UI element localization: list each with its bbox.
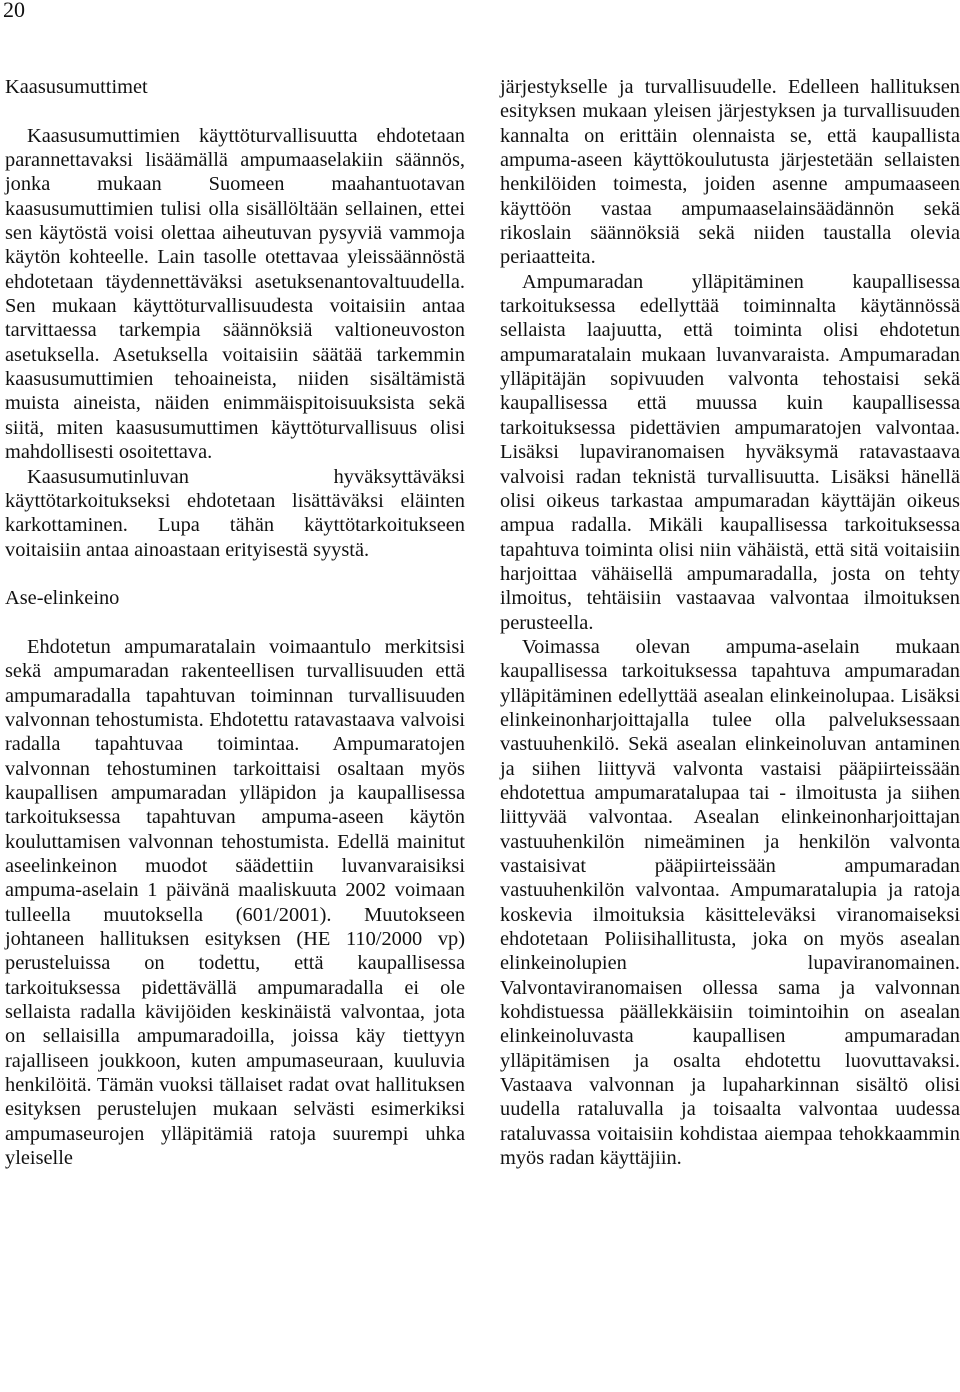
paragraph: Ampumaradan ylläpitäminen kaupallisessa tarkoituksessa edellyttää toiminnalta käytännössä sellaista laajuutta, että toiminta olisi ehdotetun ampumaratalain mukaan luvanvaraista. Ampumaradan ylläpitäjän sopivuuden valvonta tehostaisi sekä kaupallisessa että muussa kuin kaupallisessa tarkoituksessa pidettävien ampumaratojen valvontaa. Lisäksi lupaviranomaisen hyväksymä ratavastaava valvoisi radan teknistä turvallisuutta. Lisäksi hänellä olisi oikeus tarkastaa ampumaradan käyttäjän oikeus ampua radalla. Mikäli kaupallisessa tarkoituksessa tapahtuva toiminta olisi niin vähäistä, että sitä voitaisiin harjoittaa vähäisellä ampumaradalla, josta on tehty ilmoitus, tehtäisiin vastaavaa valvontaa ilmoituksen perusteella. [500,270,960,634]
paragraph: Kaasusumutinluvan hyväksyttäväksi käyttötarkoitukseksi ehdotetaan lisättäväksi eläinten karkottaminen. Lupa tähän käyttötarkoitukseen voitaisiin antaa ainoastaan erityisestä syystä. [5,465,465,561]
section-heading-ase-elinkeino: Ase-elinkeino [5,587,120,610]
left-column [5,75,465,1170]
paragraph: Voimassa olevan ampuma-aselain mukaan kaupallisessa tarkoituksessa tapahtuva ampumaradan ylläpitäminen edellyttää asealan elinkeinolupaa. Lisäksi elinkeinonharjoittajalla tulee olla palveluksessaan vastuuhenkilö. Sekä asealan elinkeinoluvan antaminen ja siihen liittyvä valvonta vastaisi pääpiirteissään ehdotettua ampumaratalupaa tai - ilmoitusta ja siihen liittyvää valvontaa. Asealan elinkeinonharjoittajan vastuuhenkilön nimeäminen ja henkilön valvonta vastaisivat pääpiirteissään ampumaradan vastuuhenkilön valvontaa. Ampumaratalupia ja ratoja koskevia ilmoituksia käsitteleväksi viranomaiseksi ehdotetaan Poliisihallitusta, joka on myös asealan elinkeinolupien lupaviranomainen. Valvontaviranomaisen ollessa sama ja valvonnan kohdistuessa päällekkäisiin toimintoihin on asealan elinkeinoluvasta kaupallisen ampumaradan ylläpitämisen ja osalta ehdotettu luovuttavaksi. Vastaava valvonnan ja lupaharkinnan sisältö olisi uudella rataluvalla ja toisaalta valvontaa uudessa rataluvassa voitaisiin kohdistaa aiempaa tehokkaammin myös radan käyttäjiin. [500,635,960,1170]
section-heading-kaasusumuttimet: Kaasusumuttimet [5,76,148,98]
paragraph: Kaasusumuttimien käyttöturvallisuutta ehdotetaan parannettavaksi lisäämällä ampumaaselakiin säännös, jonka mukaan Suomeen maahantuotavan kaasusumuttimien tulisi olla sisällöltään sellainen, ettei sen käytöstä voisi olettaa aiheutuvan pysyviä vammoja käytön kohteelle. Lain tasolle otettavaa yleissäännöstä ehdotetaan täydennettäväksi asetuksenantovaltuudella. Sen mukaan käyttöturvallisuudesta voitaisiin antaa tarvittaessa tarkempia säännöksiä valtioneuvoston asetuksella. Asetuksella voitaisiin säätää tarkemmin kaasusumuttimien tehoaineista, niiden sisältämistä muista aineista, näiden enimmäispitoisuuksista sekä siitä, miten kaasusumuttimen käyttöturvallisuus olisi mahdollisesti osoitettava. [5,124,465,464]
right-column [500,75,960,1170]
paragraph-continuation: järjestykselle ja turvallisuudelle. Edelleen hallituksen esityksen mukaan yleisen järjestyksen ja turvallisuuden kannalta on erittäin olennaista se, että kaupallista ampuma-aseen käyttökoulutusta järjestetään sellaisten henkilöiden toimesta, joiden asenne ampumaaseen käyttöön vastaa ampumaaselainsäädännön sekä rikoslain säännöksiä sekä niiden taustalla olevia periaatteita. [500,76,960,269]
page-number: 20 [3,0,25,22]
paragraph: Ehdotetun ampumaratalain voimaantulo merkitsisi sekä ampumaradan rakenteellisen turvallisuuden että ampumaradalla tapahtuvan toiminnan turvallisuuden valvonnan tehostumista. Ehdotettu ratavastaava valvoisi radalla tapahtuvaa toimintaa. Ampumaratojen valvonnan tehostuminen tarkoittaisi osaltaan myös kaupallisen ampumaradan ylläpidon ja kaupallisessa tarkoituksessa tapahtuvan ampuma-aseen käytön kouluttamisen valvonnan tehostumista. Edellä mainitut aseelinkeinon muodot säädettiin luvanvaraisiksi ampuma-aselain 1 päivänä maaliskuuta 2002 voimaan tulleella muutoksella (601/2001). Muutokseen johtaneen hallituksen esityksen (HE 110/2000 vp) perusteluissa on todettu, että kaupallisessa tarkoituksessa pidettävällä ampumaradalla ei ole sellaista radalla kävijöiden keskinäistä valvontaa, jota on sellaisilla ampumaradoilla, joissa käy tiettyyn rajalliseen joukkoon, kuten ampumaseuraan, kuuluvia henkilöitä. Tämän vuoksi tällaiset radat ovat hallituksen esityksen perustelujen mukaan selvästi esimerkiksi ampumaseurojen ylläpitämiä ratoja suurempi uhka yleiselle [5,635,465,1170]
